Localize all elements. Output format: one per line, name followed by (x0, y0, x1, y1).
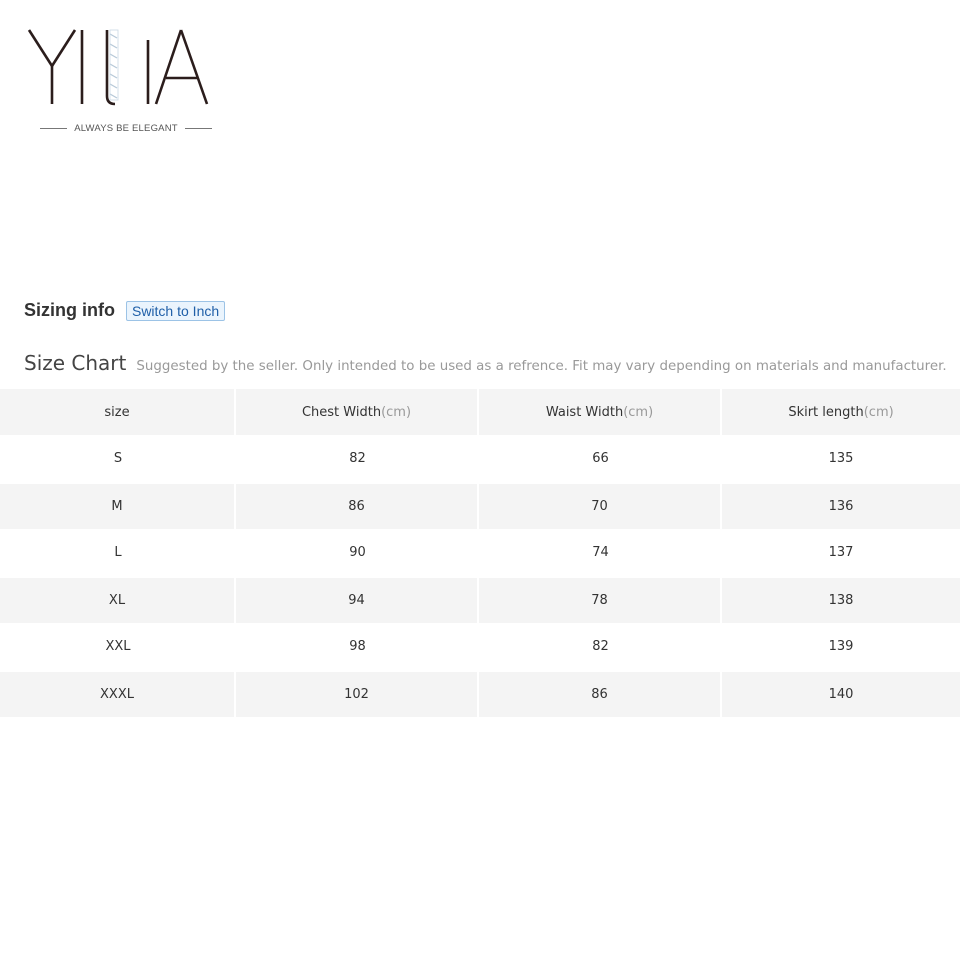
cell-skirt-length: 140 (722, 670, 960, 717)
brand-tagline (40, 121, 212, 135)
cell-waist-width: 66 (479, 435, 722, 482)
cell-size: S (0, 435, 236, 482)
cell-size: XXXL (0, 670, 236, 717)
column-unit: (cm) (623, 404, 654, 420)
cell-chest-width: 90 (236, 529, 479, 576)
column-header-waist-width (479, 389, 722, 435)
column-unit: (cm) (381, 404, 412, 420)
cell-waist-width: 70 (479, 482, 722, 529)
cell-size: L (0, 529, 236, 576)
cell-waist-width: 82 (479, 623, 722, 670)
column-label: Skirt length (788, 404, 864, 420)
column-header-skirt-length (722, 389, 960, 435)
cell-chest-width: 82 (236, 435, 479, 482)
cell-skirt-length: 136 (722, 482, 960, 529)
tagline-divider-right (185, 128, 212, 129)
column-label: Chest Width (301, 404, 382, 420)
tagline-divider-left (40, 128, 67, 129)
column-unit: (cm) (863, 404, 894, 420)
size-chart-header (24, 351, 947, 375)
cell-skirt-length: 137 (722, 529, 960, 576)
cell-skirt-length: 138 (722, 576, 960, 623)
cell-chest-width: 98 (236, 623, 479, 670)
cell-size: XXL (0, 623, 236, 670)
cell-waist-width: 86 (479, 670, 722, 717)
column-label: size (104, 404, 130, 420)
sizing-info-title: Sizing info (24, 300, 115, 320)
brand-logo-mark (26, 26, 216, 116)
cell-size: M (0, 482, 236, 529)
cell-skirt-length: 139 (722, 623, 960, 670)
size-chart-title: Size Chart (24, 351, 127, 375)
size-chart-note: Suggested by the seller. Only intended to be used as a refrence. Fit may vary depending on materials and manufacturer. (136, 359, 947, 374)
column-label: Waist Width (545, 404, 624, 420)
cell-waist-width: 78 (479, 576, 722, 623)
cell-size: XL (0, 576, 236, 623)
cell-waist-width: 74 (479, 529, 722, 576)
cell-chest-width: 102 (236, 670, 479, 717)
sizing-info-header (24, 300, 225, 321)
size-table (0, 389, 960, 717)
cell-chest-width: 94 (236, 576, 479, 623)
switch-to-inch-button[interactable]: Switch to Inch (126, 301, 225, 321)
cell-chest-width: 86 (236, 482, 479, 529)
column-header-size (0, 389, 236, 435)
column-header-chest-width (236, 389, 479, 435)
tagline-text: ALWAYS BE ELEGANT (74, 122, 178, 134)
cell-skirt-length: 135 (722, 435, 960, 482)
